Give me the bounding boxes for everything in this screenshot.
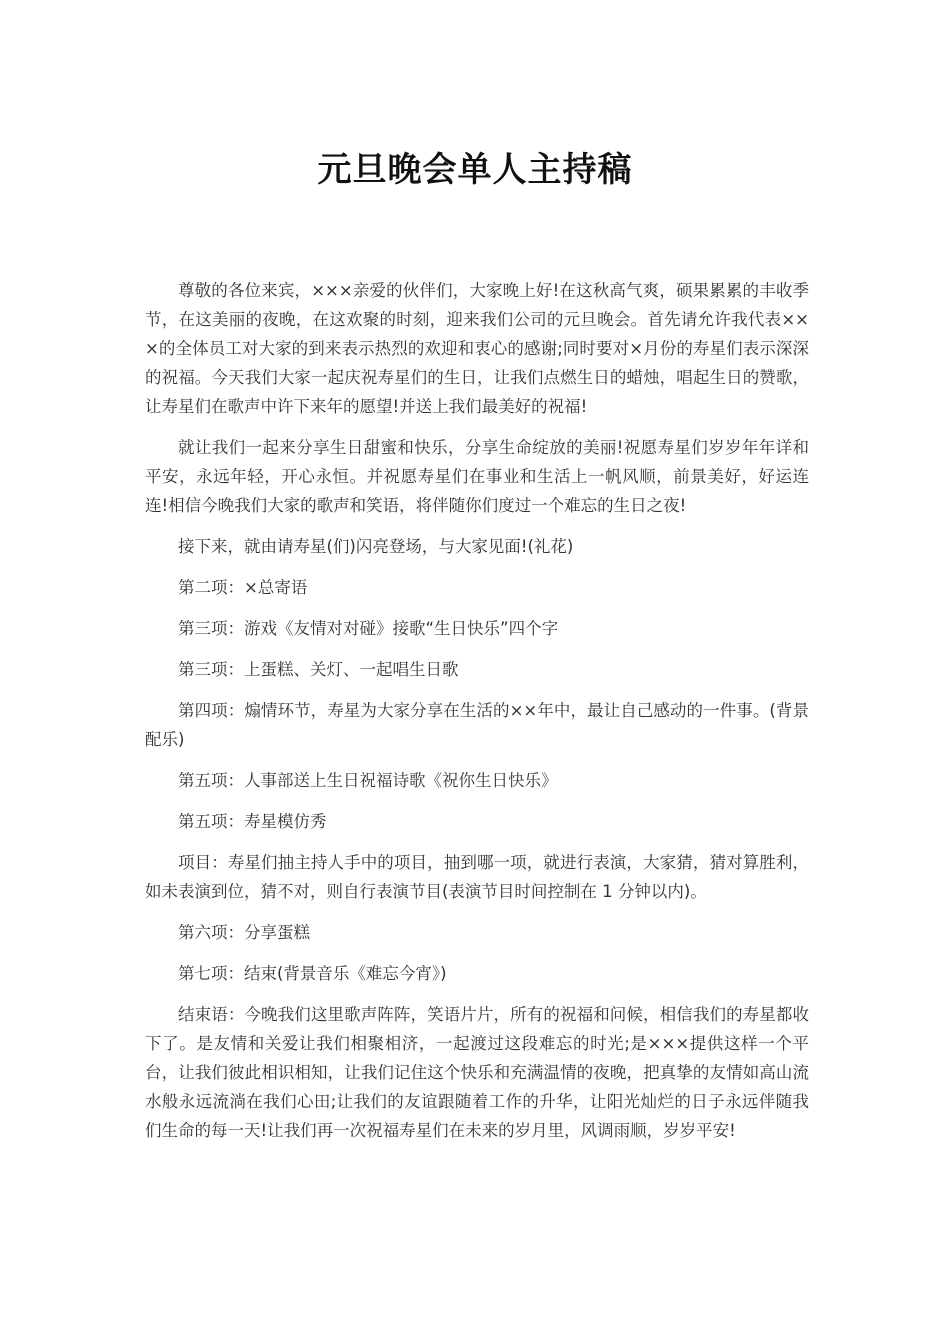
program-item-3-game: 第三项：游戏《友情对对碰》接歌“生日快乐”四个字 xyxy=(178,619,559,638)
program-item-5-poem: 第五项：人事部送上生日祝福诗歌《祝你生日快乐》 xyxy=(178,771,558,790)
program-item-7: 第七项：结束(背景音乐《难忘今宵》) xyxy=(178,964,447,983)
paragraph-blessing: 就让我们一起来分享生日甜蜜和快乐，分享生命绽放的美丽!祝愿寿星们岁岁年年详和平安，永远年轻，开心永恒。并祝愿寿星们在事业和生活上一帆风顺，前景美好，好运连连!相信今晚我们大家的歌声和笑语，将伴随你们度过一个难忘的生日之夜! xyxy=(145,438,809,515)
program-item-2: 第二项：×总寄语 xyxy=(178,578,308,597)
paragraph-closing: 结束语：今晚我们这里歌声阵阵，笑语片片，所有的祝福和问候，相信我们的寿星都收下了。是友情和关爱让我们相聚相济，一起渡过这段难忘的时光;是×××提供这样一个平台，让我们彼此相识相知，让我们记住这个快乐和充满温情的夜晚，把真挚的友情如高山流水般永远流淌在我们心田;让我们的友谊跟随着工作的升华，让阳光灿烂的日子永远伴随我们生命的每一天!让我们再一次祝福寿星们在未来的岁月里，风调雨顺，岁岁平安! xyxy=(145,1005,809,1140)
document-title: 元旦晚会单人主持稿 xyxy=(317,150,633,190)
program-item-5-imitation: 第五项：寿星模仿秀 xyxy=(178,812,327,831)
program-item-4: 第四项：煽情环节，寿星为大家分享在生活的××年中，最让自己感动的一件事。(背景配乐) xyxy=(145,701,809,749)
program-item-6: 第六项：分享蛋糕 xyxy=(178,923,310,942)
paragraph-intro-stars: 接下来，就由请寿星(们)闪亮登场，与大家见面!(礼花) xyxy=(178,537,574,556)
document-body xyxy=(145,276,809,1157)
program-item-3-cake: 第三项：上蛋糕、关灯、一起唱生日歌 xyxy=(178,660,459,679)
paragraph-opening: 尊敬的各位来宾，×××亲爱的伙伴们，大家晚上好!在这秋高气爽，硕果累累的丰收季节，在这美丽的夜晚，在这欢聚的时刻，迎来我们公司的元旦晚会。首先请允许我代表×××的全体员工对大家的到来表示热烈的欢迎和衷心的感谢;同时要对×月份的寿星们表示深深的祝福。今天我们大家一起庆祝寿星们的生日，让我们点燃生日的蜡烛，唱起生日的赞歌，让寿星们在歌声中许下来年的愿望!并送上我们最美好的祝福! xyxy=(145,281,809,416)
program-item-rules: 项目：寿星们抽主持人手中的项目，抽到哪一项，就进行表演，大家猜，猜对算胜利，如未表演到位，猜不对，则自行表演节目(表演节目时间控制在 1 分钟以内)。 xyxy=(145,853,809,901)
